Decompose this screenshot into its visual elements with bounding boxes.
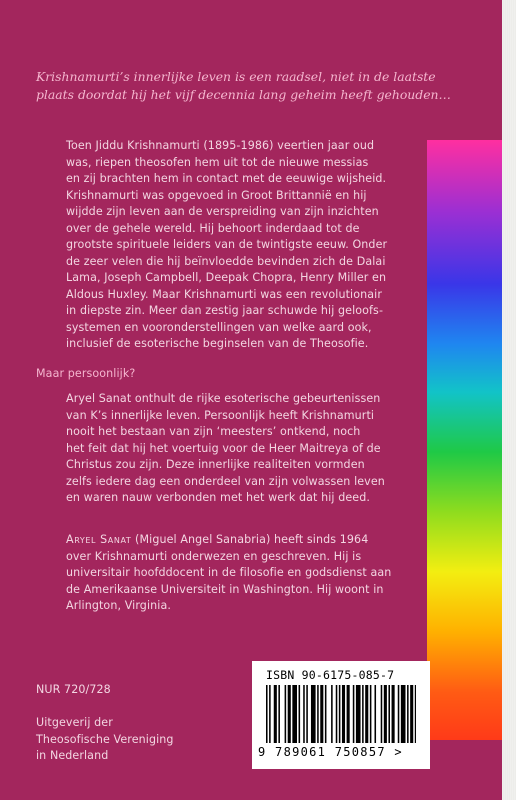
barcode-bar	[266, 685, 268, 743]
text-line: Toen Jiddu Krishnamurti (1895-1986) veertien jaar oud	[66, 139, 375, 152]
barcode-bar	[325, 685, 327, 743]
barcode-bar	[292, 685, 297, 743]
text-line: Arlington, Virginia.	[66, 599, 171, 612]
author-name: Aryel Sanat	[66, 533, 132, 546]
text-line: grootste spirituele leiders van de twintigste eeuw. Onder	[66, 238, 388, 251]
text-line: Theosofische Vereniging	[36, 732, 174, 746]
text-line: was, riepen theosofen hem uit tot de nieuwe messias	[66, 155, 369, 169]
section-question: Maar persoonlijk?	[36, 367, 136, 380]
barcode-bar	[331, 685, 333, 743]
rainbow-spectrum-band	[427, 140, 502, 740]
barcode-bar	[365, 685, 368, 743]
text-line: en waren nauw verbonden met het werk dat hij deed.	[66, 491, 370, 504]
page-edge	[502, 0, 516, 800]
barcode-bar	[353, 685, 355, 743]
text-line: Lama, Joseph Campbell, Deepak Chopra, Henry Miller en	[66, 271, 387, 284]
text-line	[66, 532, 438, 549]
text-line: in Nederland	[36, 749, 109, 762]
barcode-bar	[392, 685, 395, 743]
text-line: Uitgeverij der	[36, 716, 113, 729]
barcode-bar	[285, 685, 287, 743]
text-line: Krishnamurti was opgevoed in Groot Brittannië en hij	[66, 188, 367, 202]
barcode-bar	[299, 685, 301, 743]
barcode-bar	[407, 685, 409, 743]
barcode-bar	[274, 685, 277, 743]
barcode-bar	[370, 685, 372, 743]
description-paragraph	[66, 138, 438, 353]
barcode-bar	[347, 685, 350, 743]
barcode-bar	[342, 685, 345, 743]
text-line: universitair hoofddocent in de filosofie en godsdienst aan	[66, 566, 392, 579]
barcode-bar	[415, 685, 416, 743]
barcode-bar	[388, 685, 390, 743]
tagline	[36, 68, 466, 103]
tagline-line: plaats doordat hij het vijf decennia lang geheim heeft gehouden…	[36, 86, 451, 102]
barcode-bar	[398, 685, 400, 743]
barcode-bar	[381, 685, 383, 743]
text-line: zelfs iedere dag een onderdeel van zijn volwassen leven	[66, 474, 385, 488]
tagline-line: Krishnamurti’s innerlijke leven is een raadsel, niet in de laatste	[36, 69, 436, 84]
text-line: inclusief de esoterische beginselen van de Theosofie.	[66, 337, 369, 350]
barcode-bar	[278, 685, 280, 743]
text-line: de zeer velen die hij beïnvloedde bevinden zich de Dalai	[66, 254, 386, 268]
author-bio-paragraph	[66, 532, 438, 615]
barcode-bar	[320, 685, 323, 743]
text-line: wijdde zijn leven aan de verspreiding van zijn inzichten	[66, 205, 379, 218]
barcode-bar	[303, 685, 305, 743]
publisher-name	[36, 715, 236, 765]
barcode-bar	[356, 685, 361, 743]
barcode-bar	[362, 685, 364, 743]
text-line: in diepste zin. Meer dan zestig jaar schuwde hij geloofs-	[66, 304, 384, 317]
text-line: nooit het bestaan van zijn ‘meesters’ ontkend, noch	[66, 425, 361, 438]
barcode-bar	[306, 685, 308, 743]
barcode-bar	[336, 685, 338, 743]
barcode-bar	[288, 685, 291, 743]
text-fragment: (Miguel Angel Sanabria) heeft sinds 1964	[131, 533, 369, 546]
text-line: het feit dat hij het voertuig voor de Heer Maitreya of de	[66, 441, 381, 455]
barcode-bar	[384, 685, 387, 743]
text-line: de Amerikaanse Universiteit in Washington. Hij woont in	[66, 582, 384, 596]
barcode-icon	[266, 685, 416, 743]
isbn-barcode-box	[252, 661, 430, 769]
text-line: van K’s innerlijke leven. Persoonlijk heeft Krishnamurti	[66, 408, 375, 422]
text-line: systemen en vooronderstellingen van welke aard ook,	[66, 320, 372, 334]
text-line: Christus zou zijn. Deze innerlijke realiteiten vormden	[66, 458, 365, 471]
nur-code: NUR 720/728	[36, 683, 111, 696]
barcode-bar	[311, 685, 316, 743]
text-line: over de gehele wereld. Hij behoort inderdaad tot de	[66, 221, 360, 235]
inner-life-paragraph	[66, 391, 438, 507]
text-line: Aldous Huxley. Maar Krishnamurti was een revolutionair	[66, 287, 382, 301]
ean-digits: 9 789061 750857 >	[258, 745, 403, 759]
isbn-label: ISBN 90-6175-085-7	[266, 668, 395, 682]
barcode-bar	[401, 685, 406, 743]
barcode-bar	[317, 685, 319, 743]
barcode-bar	[410, 685, 413, 743]
barcode-bar	[375, 685, 377, 743]
text-line: en zij brachten hem in contact met de eeuwige wijsheid.	[66, 172, 387, 185]
text-line: Aryel Sanat onthult de rijke esoterische gebeurtenissen	[66, 392, 381, 405]
barcode-bar	[339, 685, 341, 743]
barcode-bar	[269, 685, 271, 743]
text-line: over Krishnamurti onderwezen en geschreven. Hij is	[66, 549, 362, 563]
